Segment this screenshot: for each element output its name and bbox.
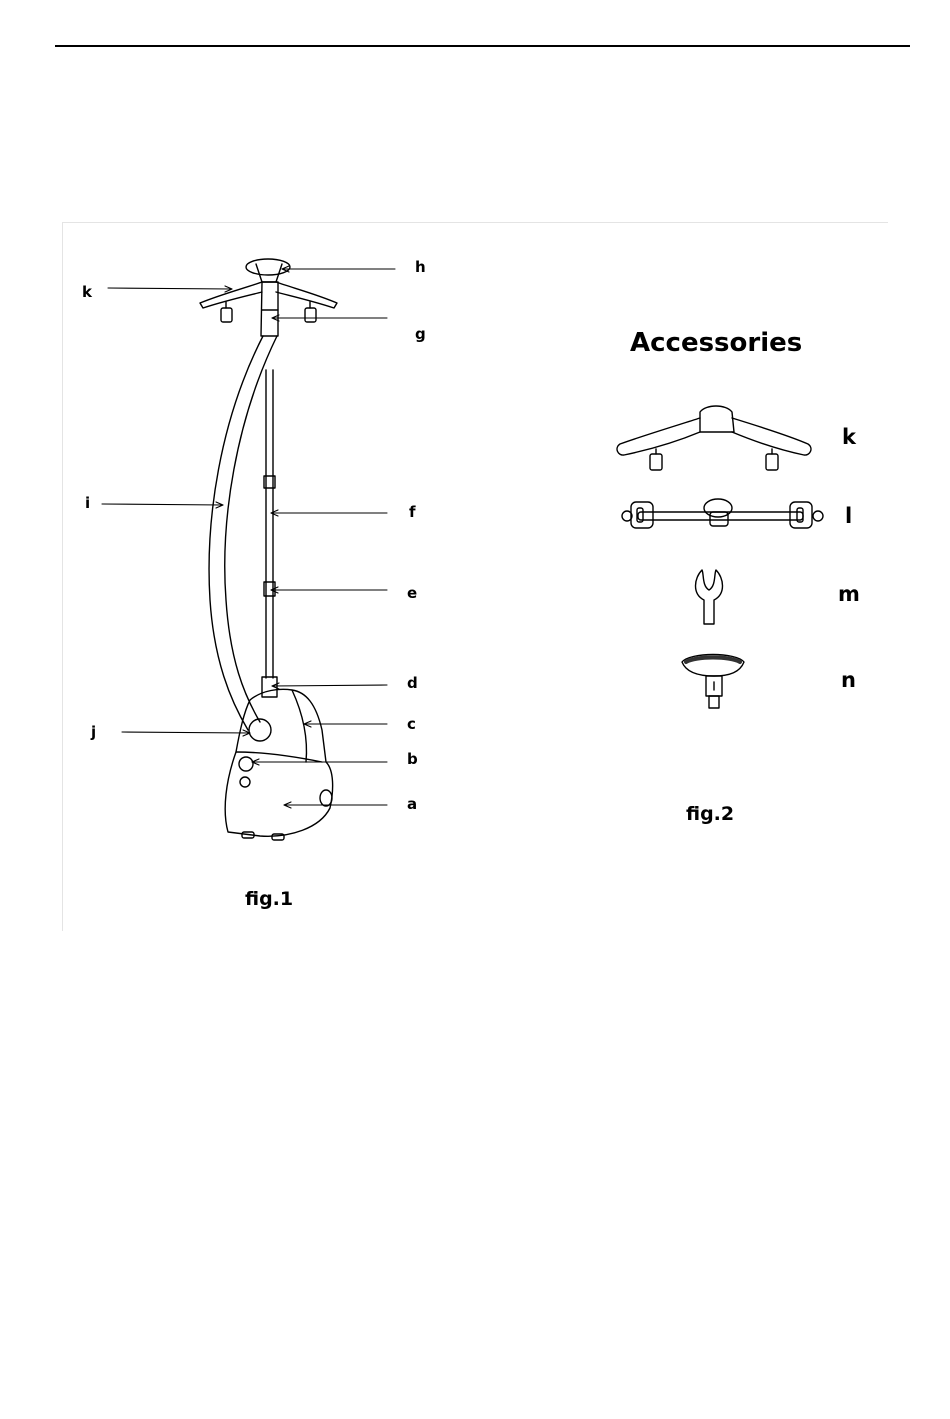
fig1-caption: fig.1	[245, 888, 294, 910]
label-d: d	[407, 674, 418, 692]
hanger-clip-left	[221, 308, 232, 322]
control-knob	[239, 757, 253, 771]
indicator-light	[240, 777, 250, 787]
label-b: b	[407, 750, 418, 768]
label-j: j	[91, 723, 97, 741]
top-hook-disc	[246, 259, 290, 275]
accessory-label-n: n	[841, 668, 856, 692]
label-k: k	[82, 283, 92, 301]
steam-head	[261, 282, 278, 336]
hanger-left-arm	[200, 282, 262, 308]
steamer-drawing	[200, 259, 337, 840]
label-a: a	[407, 795, 418, 813]
label-c: c	[407, 715, 416, 733]
label-e: e	[407, 584, 418, 602]
wheel	[320, 790, 332, 806]
label-i: i	[85, 494, 91, 512]
accessory-fork	[696, 570, 723, 624]
accessories-heading: Accessories	[630, 328, 803, 358]
label-h: h	[415, 258, 426, 276]
accessory-label-m: m	[838, 582, 860, 606]
hose-outer	[209, 336, 263, 730]
label-g: g	[415, 325, 426, 343]
accessory-clip-bar	[622, 499, 823, 528]
fig1-leader-lines	[102, 266, 395, 808]
accessory-brush	[682, 655, 744, 709]
accessory-label-k: k	[842, 425, 856, 449]
base-unit	[225, 689, 332, 836]
accessory-label-l: l	[845, 504, 853, 528]
accessory-hanger	[617, 406, 811, 470]
fig2-caption: fig.2	[686, 803, 735, 825]
label-f: f	[409, 503, 416, 521]
hanger-right-arm	[276, 282, 337, 308]
hanger-clip-right	[305, 308, 316, 322]
hose-inner	[225, 336, 277, 722]
top-hook-neck	[256, 264, 282, 282]
